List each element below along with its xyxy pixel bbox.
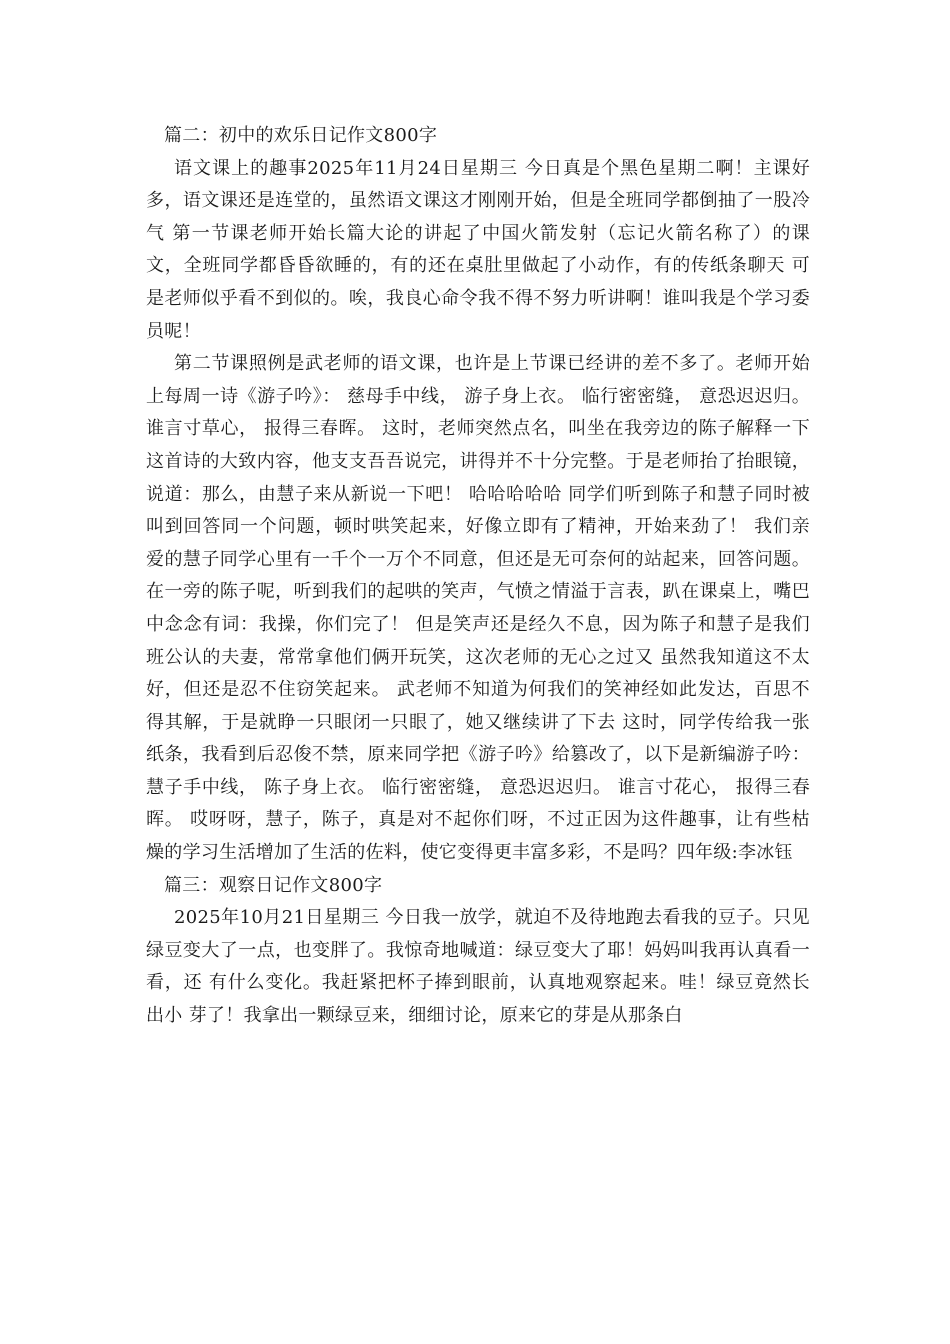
paragraph: 语文课上的趣事2025年11月24日星期三 今日真是个黑色星期二啊！主课好多，语文课还是连堂的，虽然语文课这才刚刚开始，但是全班同学都倒抽了一股冷气 第一节课老师开始长篇大论的讲起了中国火箭发射（忘记火箭名称了）的课文，全班同学都昏昏欲睡的，有的还在桌肚里做起了小动作，有的传纸条聊天 可是老师似乎看不到似的。唉，我良心命令我不得不努力听讲啊！谁叫我是个学习委员呢！	[146, 157, 810, 342]
section-heading: 篇二：初中的欢乐日记作文800字	[164, 125, 438, 146]
paragraph: 第二节课照例是武老师的语文课，也许是上节课已经讲的差不多了。老师开始上每周一诗《游子吟》： 慈母手中线， 游子身上衣。 临行密密缝， 意恐迟迟归。 谁言寸草心， 报得三春晖。 这时，老师突然点名，叫坐在我旁边的陈子解释一下这首诗的大致内容，他支支吾吾说完，讲得并不十分完整。于是老师抬了抬眼镜，说道：那么，由慧子来从新说一下吧！ 哈哈哈哈哈 同学们听到陈子和慧子同时被叫到回答同一个问题，顿时哄笑起来，好像立即有了精神，开始来劲了！ 我们亲爱的慧子同学心里有一千个一万个不同意，但还是无可奈何的站起来，回答问题。在一旁的陈子呢，听到我们的起哄的笑声，气愤之情溢于言表，趴在课桌上，嘴巴中念念有词：我操，你们完了！ 但是笑声还是经久不息，因为陈子和慧子是我们班公认的夫妻，常常拿他们俩开玩笑，这次老师的无心之过又 虽然我知道这不太好，但还是忍不住窃笑起来。 武老师不知道为何我们的笑神经如此发达，百思不得其解，于是就睁一只眼闭一只眼了，她又继续讲了下去 这时，同学传给我一张纸条，我看到后忍俊不禁，原来同学把《游子吟》给篡改了，以下是新编游子吟： 慧子手中线， 陈子身上衣。 临行密密缝， 意恐迟迟归。 谁言寸花心， 报得三春晖。 哎呀呀，慧子，陈子，真是对不起你们呀，不过正因为这件趣事，让有些枯燥的学习生活增加了生活的佐料，使它变得更丰富多彩，不是吗？四年级:李冰钰	[146, 353, 810, 864]
paragraph: 2025年10月21日星期三 今日我一放学，就迫不及待地跑去看我的豆子。只见绿豆变大了一点，也变胖了。我惊奇地喊道：绿豆变大了耶！妈妈叫我再认真看一看，还 有什么变化。我赶紧把杯子捧到眼前，认真地观察起来。哇！绿豆竟然长出小 芽了！我拿出一颗绿豆来，细细讨论，原来它的芽是从那条白	[146, 907, 810, 1027]
section-heading: 篇三：观察日记作文800字	[164, 874, 383, 896]
document-body	[146, 120, 810, 1033]
